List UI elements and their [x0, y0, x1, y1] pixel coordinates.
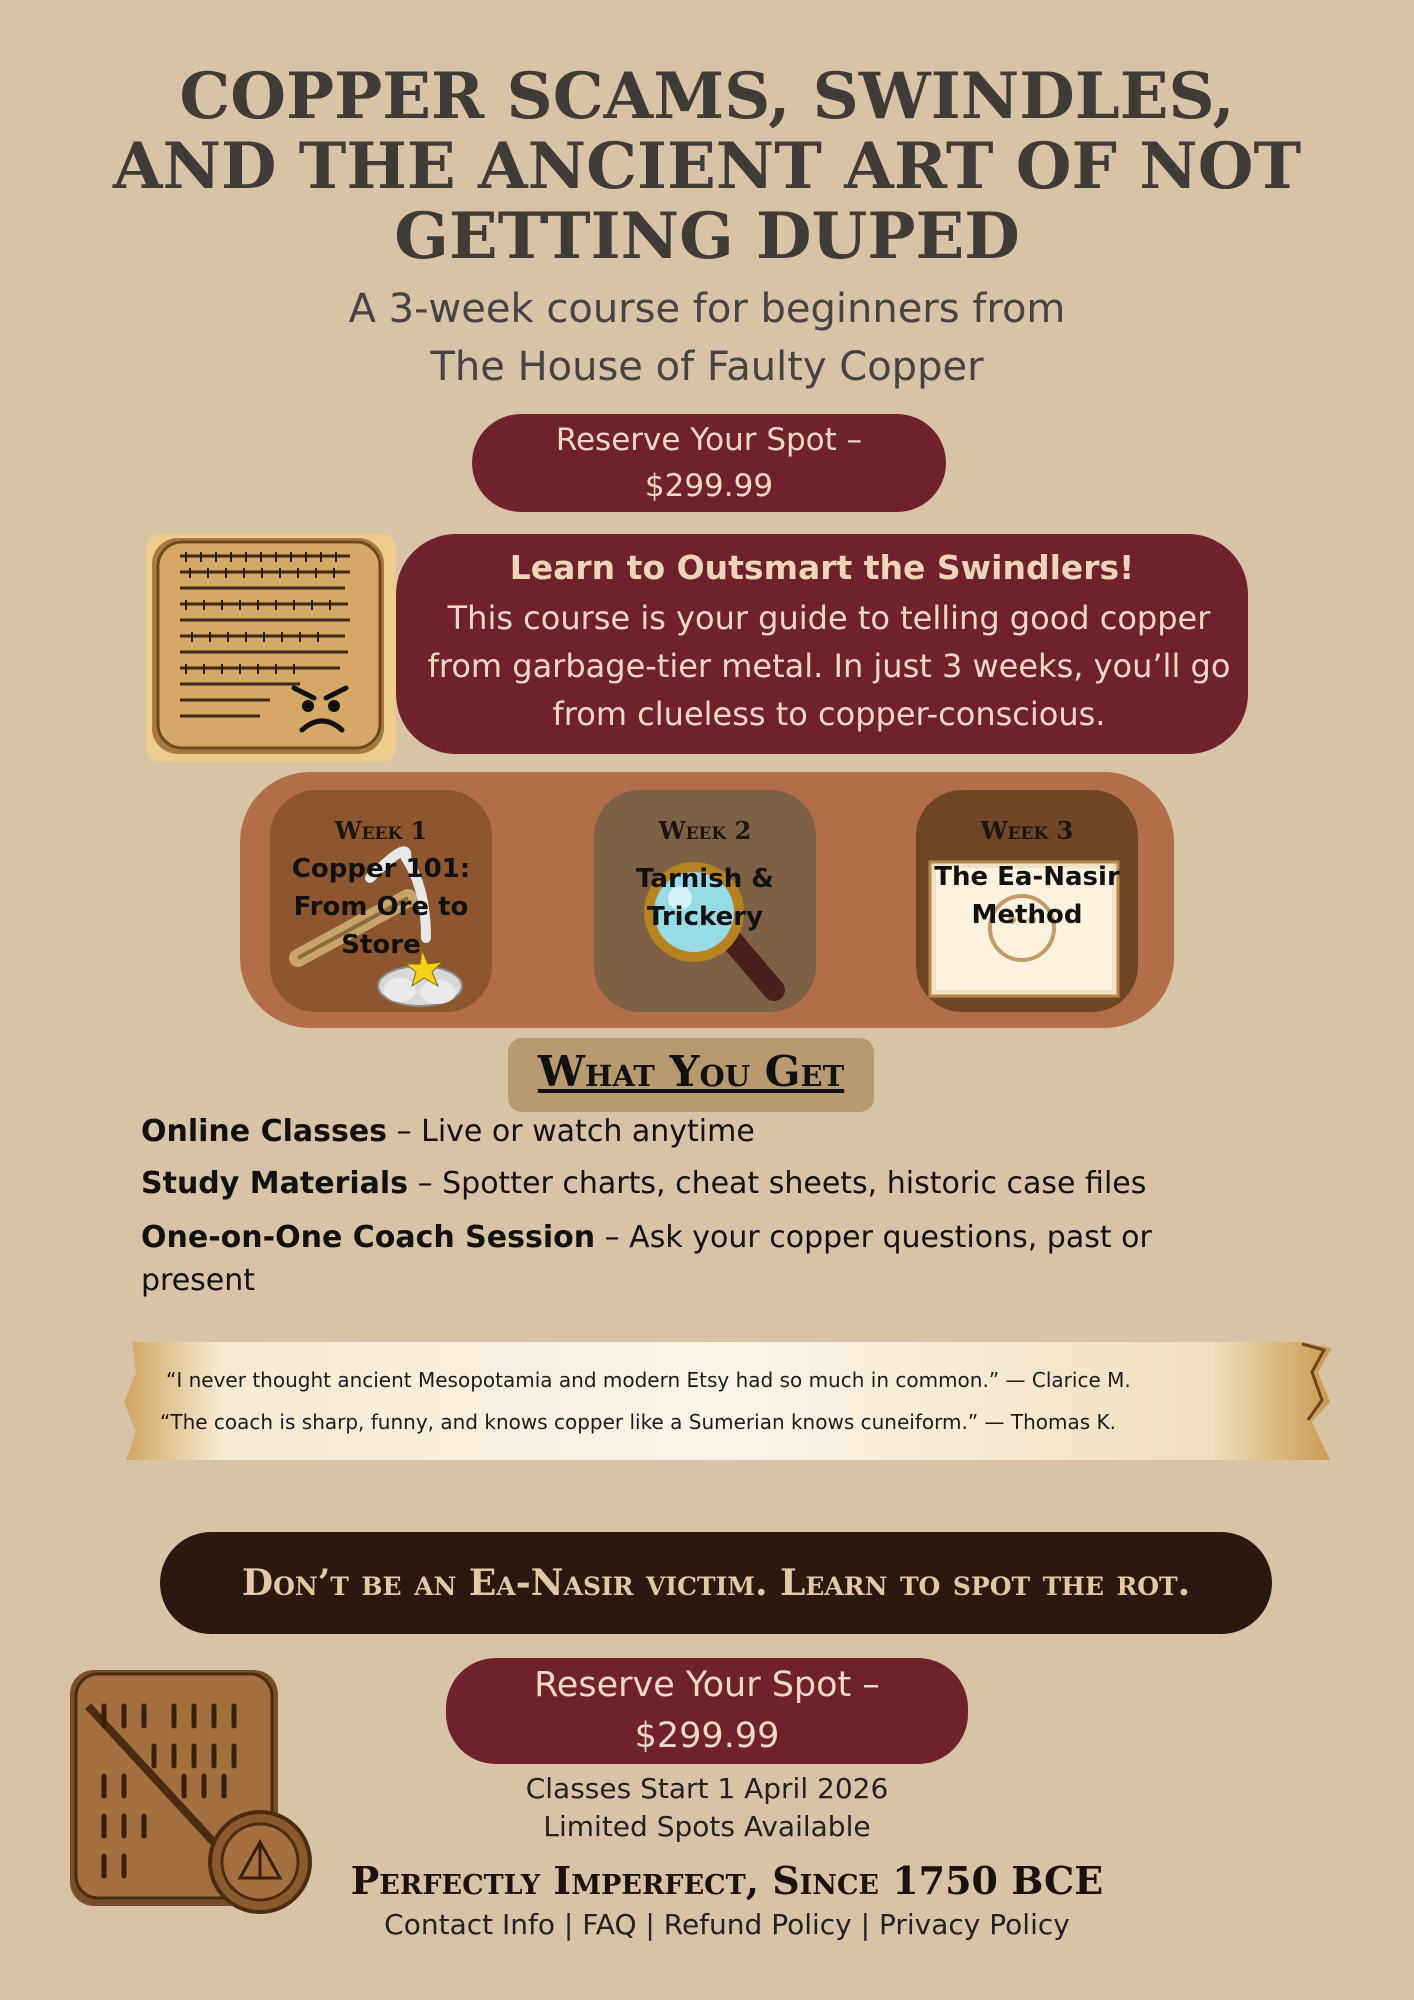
intro-line-2: from garbage-tier metal. In just 3 weeks, you’ll go — [427, 647, 1231, 685]
weeks-panel — [240, 772, 1174, 1028]
benefit-desc: – Live or watch anytime — [387, 1114, 755, 1149]
page-subtitle — [200, 280, 1214, 396]
separator: | — [645, 1908, 664, 1941]
intro-heading: Learn to Outsmart the Swindlers! — [509, 548, 1135, 587]
week-3-title: The Ea-Nasir Method — [934, 862, 1120, 930]
benefit-item — [141, 1162, 1241, 1205]
separator: | — [563, 1908, 583, 1941]
reserve-spot-button-bottom[interactable] — [446, 1658, 968, 1764]
benefit-name: Study Materials — [141, 1166, 409, 1201]
privacy-policy-link[interactable]: Privacy Policy — [879, 1908, 1070, 1941]
limited-spots-text: Limited Spots Available — [543, 1810, 871, 1843]
week-1-label: Week 1 — [334, 816, 428, 845]
start-date: Classes Start 1 April 2026 — [525, 1772, 889, 1805]
angry-tablet-icon — [146, 534, 396, 762]
footer-links — [200, 1908, 1254, 1941]
intro-panel — [396, 534, 1248, 754]
warning-banner — [160, 1532, 1272, 1634]
contact-info-link[interactable]: Contact Info — [384, 1908, 555, 1941]
tagline: Perfectly Imperfect, Since 1750 BCE — [350, 1858, 1104, 1903]
what-you-get-heading: What You Get — [537, 1047, 845, 1096]
week-card-1 — [270, 790, 492, 1012]
week-2-title: Tarnish & Trickery — [636, 864, 774, 932]
parchment-banner — [122, 1342, 1332, 1460]
subtitle-line-2: The House of Faulty Copper — [430, 344, 984, 390]
cta-label: Reserve Your Spot – — [534, 1665, 880, 1705]
intro-body — [404, 594, 1248, 738]
reserve-spot-button-top[interactable] — [472, 414, 946, 512]
cta-price: $299.99 — [634, 1716, 780, 1756]
faq-link[interactable]: FAQ — [582, 1908, 637, 1941]
benefit-item — [141, 1110, 1241, 1153]
testimonial: “I never thought ancient Mesopotamia and modern Etsy had so much in common.” — Clarice M. — [166, 1368, 1131, 1392]
week-3-label: Week 3 — [980, 816, 1074, 845]
warning-banner-text: Don’t be an Ea-Nasir victim. Learn to spot the rot. — [241, 1562, 1191, 1604]
intro-line-3: from clueless to copper-conscious. — [552, 695, 1106, 733]
week-1-title: Copper 101: From Ore to Store — [291, 854, 471, 960]
subtitle-line-1: A 3-week course for beginners from — [348, 286, 1066, 332]
benefit-name: Online Classes — [141, 1114, 388, 1149]
testimonial: “The coach is sharp, funny, and knows copper like a Sumerian knows cuneiform.” — Thomas K. — [160, 1410, 1116, 1434]
week-card-3 — [916, 790, 1138, 1012]
separator: | — [860, 1908, 879, 1941]
benefit-item — [141, 1216, 1241, 1302]
benefit-desc: – Ask your copper questions, past or present — [141, 1220, 1152, 1298]
cta-label: Reserve Your Spot – — [555, 422, 863, 458]
week-2-label: Week 2 — [658, 816, 752, 845]
refund-policy-link[interactable]: Refund Policy — [663, 1908, 852, 1941]
benefit-desc: – Spotter charts, cheat sheets, historic case files — [408, 1166, 1147, 1201]
cta-price: $299.99 — [644, 468, 774, 504]
what-you-get-heading-box — [508, 1038, 874, 1112]
intro-line-1: This course is your guide to telling good copper — [447, 599, 1211, 637]
benefit-name: One-on-One Coach Session — [141, 1220, 596, 1255]
page-title: COPPER SCAMS, SWINDLES, AND THE ANCIENT ART OF NOT GETTING DUPED — [112, 59, 1302, 274]
week-card-2 — [594, 790, 816, 1012]
